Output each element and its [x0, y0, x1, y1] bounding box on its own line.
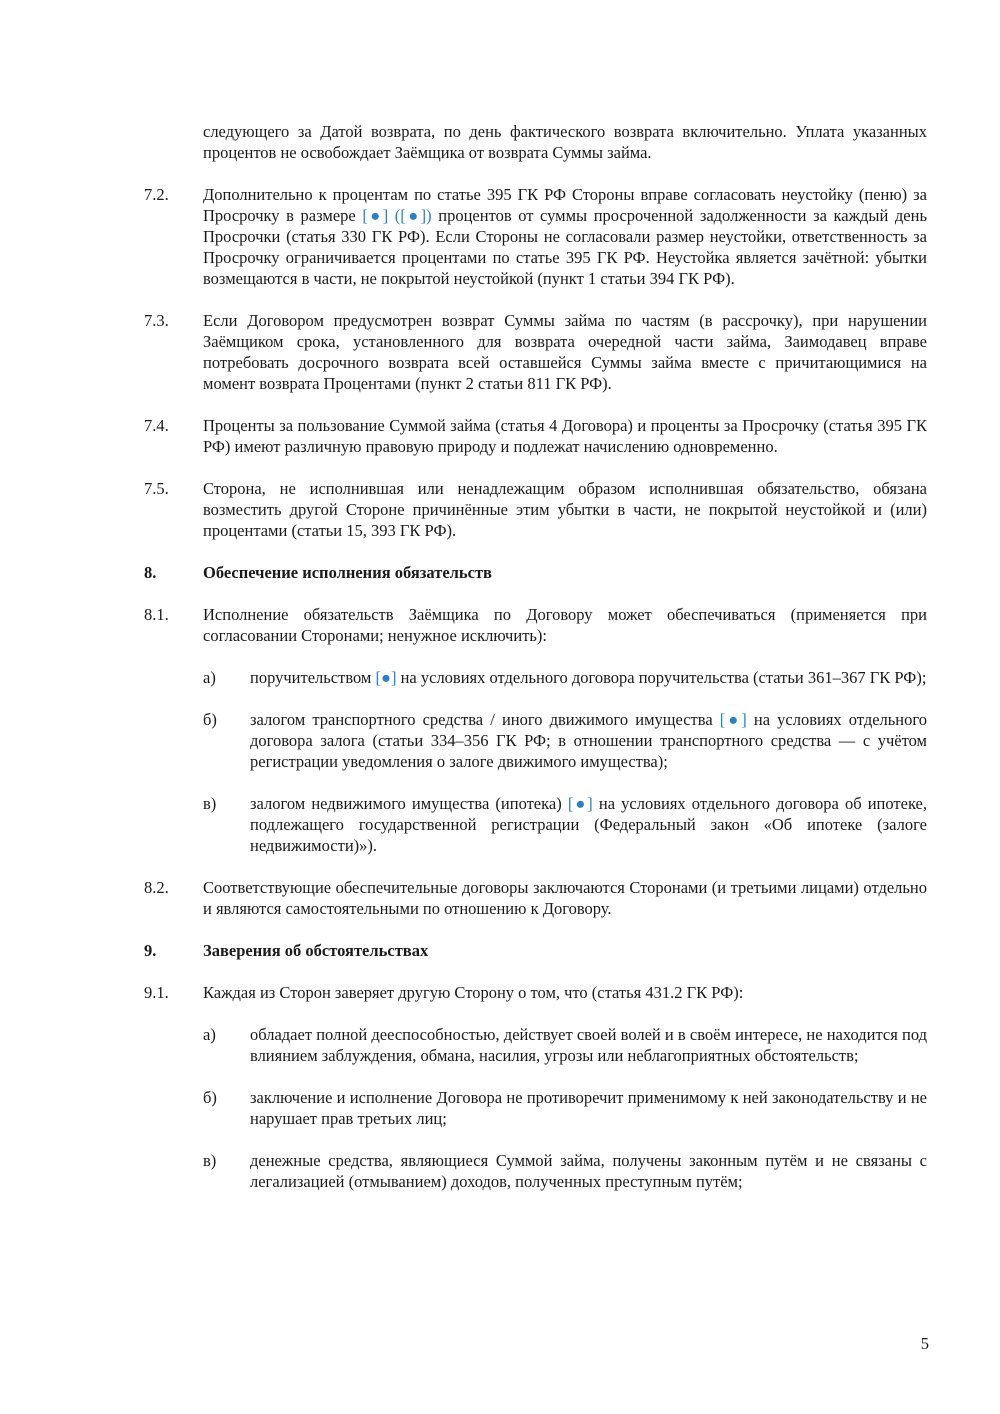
clause-number: 8.2.: [144, 878, 169, 897]
section-8-heading: [144, 562, 927, 583]
document-body: [144, 121, 927, 1213]
subclause-text: [250, 793, 927, 856]
subclause-text-part: на условиях отдельного договора залога (статьи 334–356 ГК РФ; в отношении транспортного средства — с учётом регистрации уведомления о залоге движимого имущества);: [250, 710, 927, 771]
clause-number: 7.5.: [144, 479, 169, 498]
subclause-text-part: залогом транспортного средства / иного движимого имущества: [250, 710, 720, 729]
placeholder-field: [●]: [567, 794, 593, 813]
clause-number: 9.1.: [144, 983, 169, 1002]
subclause-label: б): [203, 1088, 217, 1107]
placeholder-field: [●]: [375, 668, 397, 687]
section-title: Обеспечение исполнения обязательств: [203, 563, 492, 582]
page-number: 5: [920, 1334, 929, 1353]
subclause-9-1-b: [203, 1087, 927, 1129]
subclause-text-part: на условиях отдельного договора об ипотеке, подлежащего государственной регистрации (Федеральный закон «Об ипотеке (залоге недвижимости)»).: [250, 794, 927, 855]
continuation-paragraph: следующего за Датой возврата, по день фактического возврата включительно. Уплата указанных процентов не освобождает Заёмщика от возврата Суммы займа.: [203, 122, 927, 162]
subclause-text: денежные средства, являющиеся Суммой займа, получены законным путём и не связаны с легализацией (отмыванием) доходов, полученных преступным путём;: [250, 1151, 927, 1191]
clause-7-4: [144, 415, 927, 457]
subclause-label: а): [203, 1025, 216, 1044]
subclause-text-part: на условиях отдельного договора поручительства (статьи 361–367 ГК РФ);: [396, 668, 927, 687]
placeholder-field: [●]: [719, 710, 747, 729]
subclause-text: [250, 667, 927, 688]
section-number: 9.: [144, 941, 157, 960]
subclause-label: в): [203, 794, 217, 813]
subclause-8-1-b: [203, 709, 927, 772]
subclause-label: в): [203, 1151, 217, 1170]
subclause-label: а): [203, 668, 216, 687]
placeholder-field: [●]: [362, 206, 389, 225]
clause-text: [203, 184, 927, 289]
clause-8-1: [144, 604, 927, 646]
clause-7-3: [144, 310, 927, 394]
subclause-text: заключение и исполнение Договора не противоречит применимому к ней законодательству и не нарушает прав третьих лиц;: [250, 1088, 927, 1128]
clause-text: Сторона, не исполнившая или ненадлежащим образом исполнившая обязательство, обязана возместить другой Стороне причинённые этим убытки в части, не покрытой неустойкой и (или) процентами (статьи 15, 393 ГК РФ).: [203, 479, 927, 540]
clause-text-part: процентов от суммы просроченной задолженности за каждый день Просрочки (статья 330 ГК РФ). Если Стороны не согласовали размер неустойки, ответственность за Просрочку ограничивается процентами по статье 395 ГК РФ. Неустойка является зачётной: убытки возмещаются в части, не покрытой неустойкой (пункт 1 статьи 394 ГК РФ).: [203, 206, 927, 288]
clause-text: Каждая из Сторон заверяет другую Сторону о том, что (статья 431.2 ГК РФ):: [203, 983, 744, 1002]
clause-number: 8.1.: [144, 605, 169, 624]
subclause-9-1-a: [203, 1024, 927, 1066]
clause-number: 7.3.: [144, 311, 169, 330]
subclause-8-1-v: [203, 793, 927, 856]
section-number: 8.: [144, 563, 157, 582]
clause-8-2: [144, 877, 927, 919]
clause-text: Исполнение обязательств Заёмщика по Договору может обеспечиваться (применяется при согласовании Сторонами; ненужное исключить):: [203, 605, 927, 645]
clause-9-1: [144, 982, 927, 1003]
subclause-text: обладает полной дееспособностью, действует своей волей и в своём интересе, не находится под влиянием заблуждения, обмана, насилия, угрозы или неблагоприятных обстоятельств;: [250, 1025, 927, 1065]
subclause-label: б): [203, 710, 217, 729]
clause-text: Если Договором предусмотрен возврат Суммы займа по частям (в рассрочку), при нарушении Заёмщиком срока, установленного для возврата очередной части займа, Заимодавец вправе потребовать досрочного возврата всей оставшейся Суммы займа вместе с причитающимися на момент возврата Процентами (пункт 2 статьи 811 ГК РФ).: [203, 311, 927, 393]
clause-text: Соответствующие обеспечительные договоры заключаются Сторонами (и третьими лицами) отдельно и являются самостоятельными по отношению к Договору.: [203, 878, 927, 918]
subclause-text-part: залогом недвижимого имущества (ипотека): [250, 794, 568, 813]
clause-number: 7.4.: [144, 416, 169, 435]
section-9-heading: [144, 940, 927, 961]
subclause-8-1-a: [203, 667, 927, 688]
clause-text-part: Дополнительно к процентам по статье 395 ГК РФ Стороны вправе согласовать неустойку (пеню) за Просрочку в размере: [203, 185, 927, 225]
clause-text-part: [388, 206, 395, 225]
clause-number: 7.2.: [144, 185, 169, 204]
subclause-text: [250, 709, 927, 772]
clause-text: Проценты за пользование Суммой займа (статья 4 Договора) и проценты за Просрочку (статья 395 ГК РФ) имеют различную правовую природу и подлежат начислению одновременно.: [203, 416, 927, 456]
placeholder-field: ([●]): [394, 206, 432, 225]
clause-7-2: [144, 184, 927, 289]
subclause-9-1-v: [203, 1150, 927, 1192]
section-title: Заверения об обстоятельствах: [203, 941, 429, 960]
subclause-text-part: поручительством: [250, 668, 376, 687]
clause-7-5: [144, 478, 927, 541]
